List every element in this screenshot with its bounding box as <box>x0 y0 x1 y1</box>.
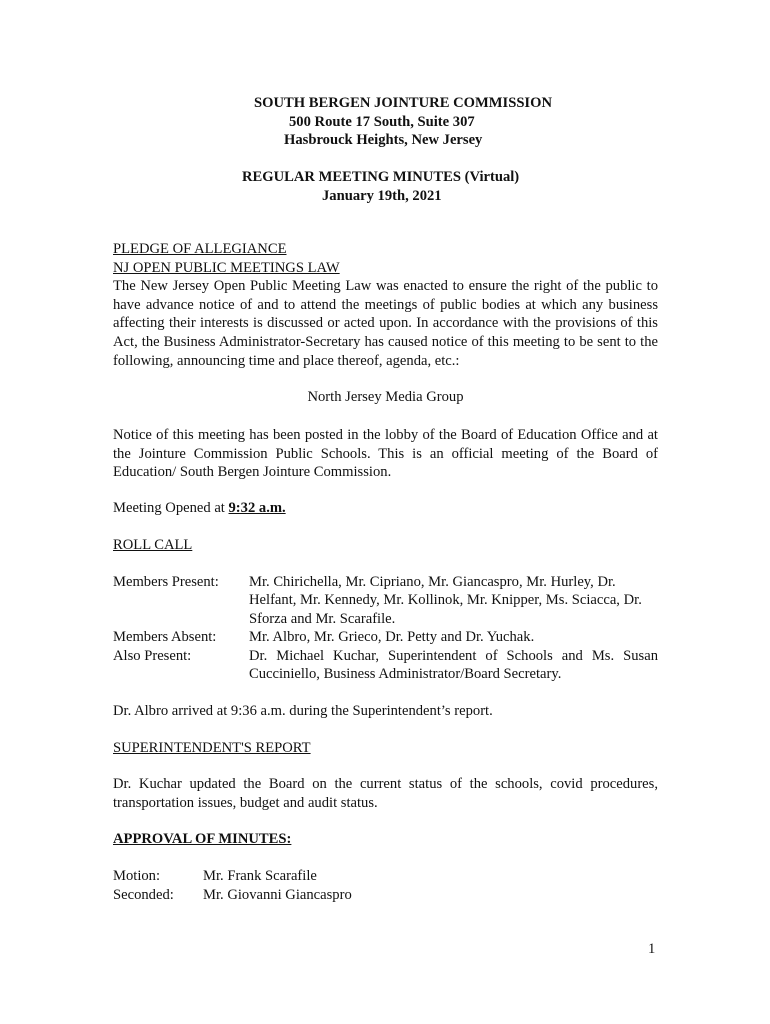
arrival-note: Dr. Albro arrived at 9:36 a.m. during the Superintendent’s report. <box>113 703 493 719</box>
opma-body: The New Jersey Open Public Meeting Law was enacted to ensure the right of the public to have advance notice of and to attend the meetings of public bodies at which any business affecting their interests is discussed or acted upon. In accordance with the provisions of this Act, the Business Administrator-Secretary has caused notice of this meeting to be sent to the following, announcing time and place thereof, agenda, etc.: <box>113 278 658 369</box>
notice-paragraph: Notice of this meeting has been posted in the lobby of the Board of Education Office and at the Jointure Commission Public Schools. This is an official meeting of the Board of Education/ South Bergen Jointure Commission. <box>113 427 658 481</box>
members-absent-label: Members Absent: <box>113 629 217 645</box>
seconded-label: Seconded: <box>113 886 174 903</box>
also-present-value: Dr. Michael Kuchar, Superintendent of Schools and Ms. Susan Cucciniello, Business Administrator/Board Secretary. <box>249 647 658 683</box>
address-line-1: 500 Route 17 South, Suite 307 <box>289 113 475 130</box>
superintendent-heading: SUPERINTENDENT'S REPORT <box>113 739 311 756</box>
pledge-heading: PLEDGE OF ALLEGIANCE <box>113 241 287 257</box>
motion-label: Motion: <box>113 868 161 884</box>
roll-call-heading: ROLL CALL <box>113 537 193 553</box>
also-present-label: Also Present: <box>113 647 192 664</box>
page-number: 1 <box>648 941 656 957</box>
meeting-opened <box>113 499 286 518</box>
superintendent-body: Dr. Kuchar updated the Board on the current status of the schools, covid procedures, transportation issues, budget and audit status. <box>113 776 658 811</box>
meeting-opened-label: Meeting Opened at <box>113 500 229 516</box>
motion-value: Mr. Frank Scarafile <box>203 868 317 884</box>
approval-heading: APPROVAL OF MINUTES: <box>113 831 292 847</box>
org-name: SOUTH BERGEN JOINTURE COMMISSION <box>254 95 553 111</box>
members-present-label: Members Present: <box>113 573 219 590</box>
notice-recipient: North Jersey Media Group <box>307 389 464 405</box>
members-present-value: Mr. Chirichella, Mr. Cipriano, Mr. Giancaspro, Mr. Hurley, Dr. Helfant, Mr. Kennedy, Mr. Kollinok, Mr. Knipper, Ms. Sciacca, Dr. Sforza and Mr. Scarafile. <box>249 573 642 627</box>
meeting-opened-time: 9:32 a.m. <box>228 500 286 516</box>
meeting-date: January 19th, 2021 <box>322 187 442 204</box>
seconded-value: Mr. Giovanni Giancaspro <box>203 886 352 903</box>
opma-heading: NJ OPEN PUBLIC MEETINGS LAW <box>113 259 340 276</box>
members-absent-value: Mr. Albro, Mr. Grieco, Dr. Petty and Dr. Yuchak. <box>249 629 535 645</box>
address-line-2: Hasbrouck Heights, New Jersey <box>284 132 483 149</box>
meeting-title: REGULAR MEETING MINUTES (Virtual) <box>242 169 520 185</box>
